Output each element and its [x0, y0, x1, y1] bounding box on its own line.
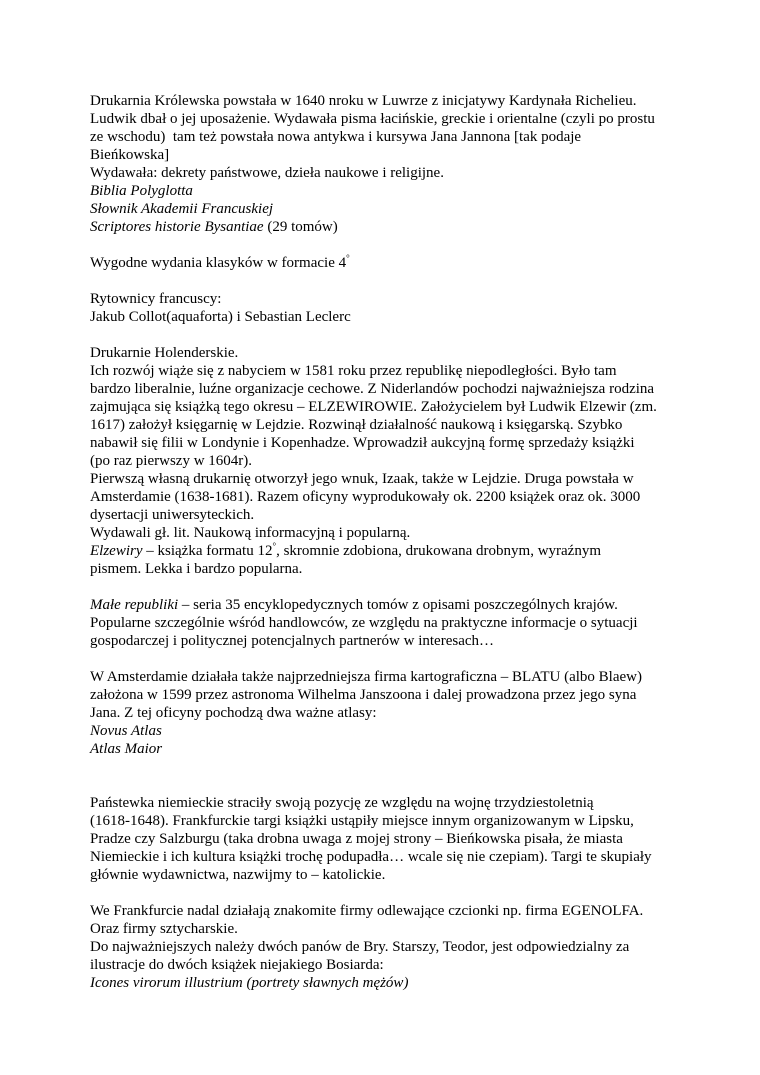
text-line: Oraz firmy sztycharskie.	[90, 921, 238, 937]
section-heading: Drukarnie Holenderskie.	[90, 345, 239, 361]
text-line: Drukarnia Królewska powstała w 1640 nroku w Luwrze z inicjatywy Kardynała Richelieu.	[90, 93, 637, 109]
text-line: Amsterdamie (1638-1681). Razem oficyny wyprodukowały ok. 2200 książek oraz ok. 3000	[90, 489, 641, 505]
text-line	[90, 218, 680, 236]
text-line: Pradze czy Salzburgu (taka drobna uwaga z mojej strony – Bieńkowska pisała, że miasta	[90, 831, 623, 847]
atlas-title: Atlas Maior	[90, 741, 163, 757]
text-line: bardzo liberalnie, luźne organizacje cechowe. Z Niderlandów pochodzi najważniejsza rodzina	[90, 381, 655, 397]
blank-line	[90, 758, 680, 776]
text-line: gospodarczej i politycznej potencjalnych partnerów w interesach…	[90, 633, 495, 649]
text-line: głównie wydawnictwa, nazwijmy to – katolickie.	[90, 867, 386, 883]
blank-line	[90, 650, 680, 668]
text-line: Rytownicy francuscy:	[90, 291, 222, 307]
text-line: Jakub Collot(aquaforta) i Sebastian Leclerc	[90, 309, 351, 325]
text-span: , skromnie zdobiona, drukowana drobnym, wyraźnym	[276, 543, 602, 559]
atlas-title: Novus Atlas	[90, 723, 162, 739]
text-line: założona w 1599 przez astronoma Wilhelma Janszoona i dalej prowadzona przez jego syna	[90, 687, 637, 703]
blank-line	[90, 884, 680, 902]
blank-line	[90, 578, 680, 596]
degree-sup: °	[272, 541, 277, 551]
text-line: Pierwszą własną drukarnię otworzył jego wnuk, Izaak, także w Lejdzie. Druga powstała w	[90, 471, 634, 487]
text-line: Jana. Z tej oficyny pochodzą dwa ważne atlasy:	[90, 705, 377, 721]
text-line: (po raz pierwszy w 1604r).	[90, 453, 253, 469]
text-line: Bieńkowska]	[90, 147, 170, 163]
text-line: ilustracje do dwóch książek niejakiego Bosiarda:	[90, 957, 384, 973]
text-span: – seria 35 encyklopedycznych tomów z opisami poszczególnych krajów.	[178, 597, 618, 613]
text-line: Niemieckie i ich kultura książki trochę podupadła… wcale się nie czepiam). Targi te skupiały	[90, 849, 652, 865]
blank-line	[90, 272, 680, 290]
text-line: (1618-1648). Frankfurckie targi książki ustąpiły miejsce innym organizowanym w Lipsku,	[90, 813, 634, 829]
blank-line	[90, 326, 680, 344]
book-title: Icones virorum illustrium (portrety sławnych mężów)	[90, 975, 409, 991]
text-line	[90, 254, 680, 272]
text-line: Do najważniejszych należy dwóch panów de Bry. Starszy, Teodor, jest odpowiedzialny za	[90, 939, 630, 955]
document-page	[90, 92, 680, 992]
text-span: (29 tomów)	[263, 219, 338, 235]
text-line: W Amsterdamie działała także najprzedniejsza firma kartograficzna – BLATU (albo Blaew)	[90, 669, 642, 685]
term-italic: Elzewiry	[90, 543, 143, 559]
text-line: We Frankfurcie nadal działają znakomite firmy odlewające czcionki np. firma EGENOLFA.	[90, 903, 644, 919]
text-line: Ludwik dbał o jej uposażenie. Wydawała pisma łacińskie, greckie i orientalne (czyli po prostu	[90, 111, 655, 127]
text-line: zajmująca się książką tego okresu – ELZEWIROWIE. Założycielem był Ludwik Elzewir (zm.	[90, 399, 657, 415]
text-line: Popularne szczególnie wśród handlowców, ze względu na praktyczne informacje o sytuacji	[90, 615, 638, 631]
text-span: Wygodne wydania klasyków w formacie 4	[90, 255, 347, 271]
text-line: nabawił się filii w Londynie i Kopenhadze. Wprowadził aukcyjną formę sprzedaży książki	[90, 435, 635, 451]
text-span: – książka formatu 12	[142, 543, 273, 559]
book-title: Scriptores historie Bysantiae	[90, 219, 264, 235]
text-line: Państewka niemieckie straciły swoją pozycję ze względu na wojnę trzydziestoletnią	[90, 795, 594, 811]
text-line: pismem. Lekka i bardzo popularna.	[90, 561, 303, 577]
text-line	[90, 596, 680, 614]
blank-line	[90, 236, 680, 254]
text-line: ze wschodu) tam też powstała nowa antykwa i kursywa Jana Jannona [tak podaje	[90, 129, 582, 145]
book-title: Biblia Polyglotta	[90, 183, 193, 199]
term-italic: Małe republiki	[90, 597, 179, 613]
blank-line	[90, 776, 680, 794]
text-line: Wydawała: dekrety państwowe, dzieła naukowe i religijne.	[90, 165, 444, 181]
text-line: dysertacji uniwersyteckich.	[90, 507, 255, 523]
text-line: Wydawali gł. lit. Naukową informacyjną i popularną.	[90, 525, 411, 541]
text-line: Ich rozwój wiąże się z nabyciem w 1581 roku przez republikę niepodległości. Było tam	[90, 363, 617, 379]
degree-sup: °	[346, 253, 350, 263]
text-line: 1617) założył księgarnię w Lejdzie. Rozwinął działalność naukową i księgarską. Szybko	[90, 417, 623, 433]
text-line	[90, 542, 680, 560]
book-title: Słownik Akademii Francuskiej	[90, 201, 274, 217]
